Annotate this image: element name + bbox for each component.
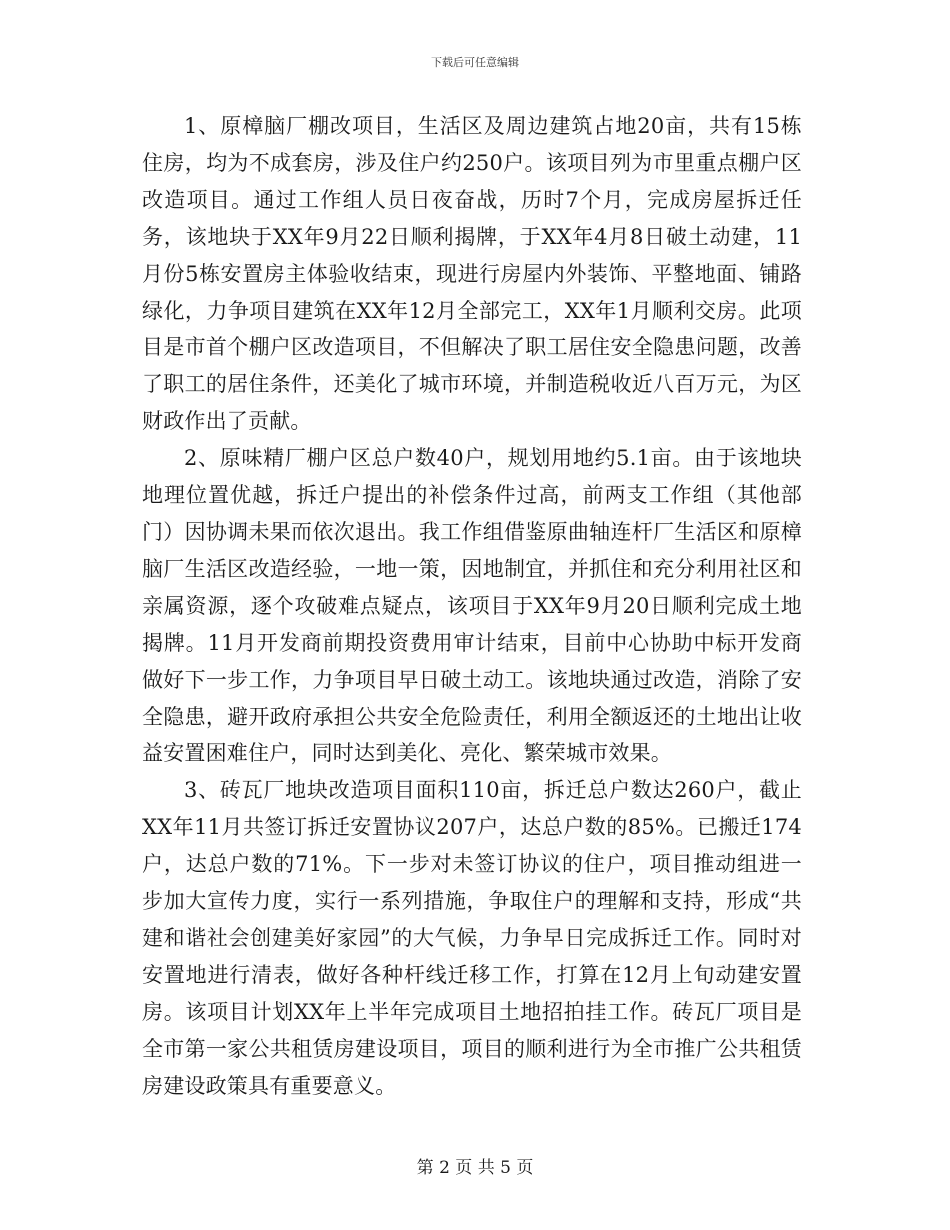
paragraph-item-3: 3、砖瓦厂地块改造项目面积110亩，拆迁总户数达260户，截止XX年11月共签订拆迁安置协议207户，达总户数的85%。已搬迁174户，达总户数的71%。下一步对未签订协议的住户，项目推动组进一步加大宣传力度，实行一系列措施，争取住户的理解和支持，形成“共建和谐社会创建美好家园”的大气候，力争早日完成拆迁工作。同时对安置地进行清表，做好各种杆线迁移工作，打算在12月上旬动建安置房。该项目计划XX年上半年完成项目土地招拍挂工作。砖瓦厂项目是全市第一家公共租赁房建设项目，项目的顺利进行为全市推广公共租赁房建设政策具有重要意义。: [142, 778, 802, 1098]
page-number: 第 2 页 共 5 页: [416, 1158, 534, 1178]
header-note: 下载后可任意编辑: [431, 56, 519, 69]
paragraph-item-1: 1、原樟脑厂棚改项目，生活区及周边建筑占地20亩，共有15栋住房，均为不成套房，涉及住户约250户。该项目列为市里重点棚户区改造项目。通过工作组人员日夜奋战，历时7个月，完成房屋拆迁任务，该地块于XX年9月22日顺利揭牌，于XX年4月8日破土动建，11月份5栋安置房主体验收结束，现进行房屋内外装饰、平整地面、铺路绿化，力争项目建筑在XX年12月全部完工，XX年1月顺利交房。此项目是市首个棚户区改造项目，不但解决了职工居住安全隐患问题，改善了职工的居住条件，还美化了城市环境，并制造税收近八百万元，为区财政作出了贡献。: [142, 114, 802, 434]
document-body: [142, 108, 802, 1104]
paragraph-item-2: 2、原味精厂棚户区总户数40户，规划用地约5.1亩。由于该地块地理位置优越，拆迁户提出的补偿条件过高，前两支工作组（其他部门）因协调未果而依次退出。我工作组借鉴原曲轴连杆厂生活区和原樟脑厂生活区改造经验，一地一策，因地制宜，并抓住和充分利用社区和亲属资源，逐个攻破难点疑点，该项目于XX年9月20日顺利完成土地揭牌。11月开发商前期投资费用审计结束，目前中心协助中标开发商做好下一步工作，力争项目早日破土动工。该地块通过改造，消除了安全隐患，避开政府承担公共安全危险责任，利用全额返还的土地出让收益安置困难住户，同时达到美化、亮化、繁荣城市效果。: [142, 446, 802, 766]
